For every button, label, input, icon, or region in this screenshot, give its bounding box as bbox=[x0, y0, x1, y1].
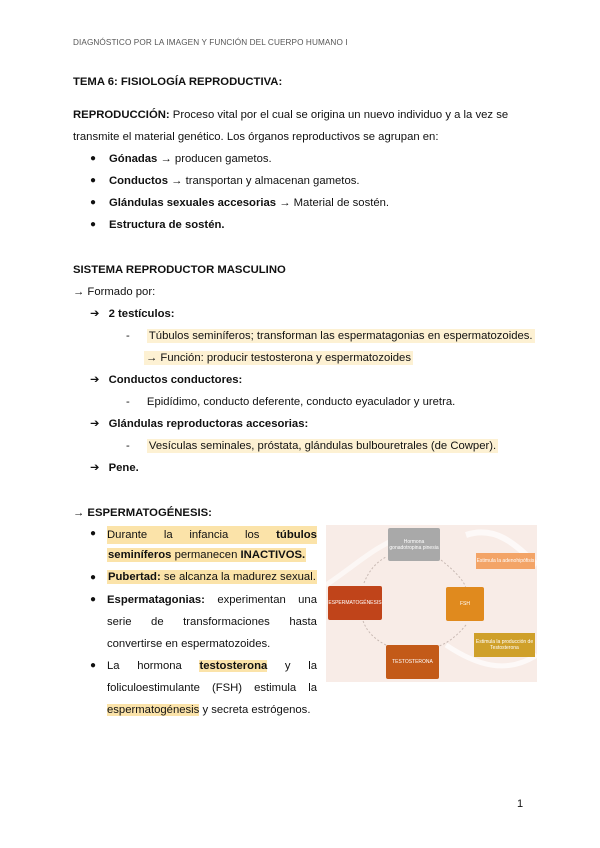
b2-label: Pubertad: bbox=[108, 571, 161, 583]
list-item bbox=[90, 196, 389, 210]
tubules-text: Túbulos seminíferos; transforman las espermatagonias en espermatozoides. bbox=[148, 330, 533, 342]
b3-word: Espermatagonias: bbox=[107, 594, 205, 606]
organ-group-desc: → transportan y almacenan gametos. bbox=[171, 175, 360, 187]
arrow-icon: ➔ bbox=[90, 418, 100, 430]
b1-word: infancia bbox=[189, 529, 229, 541]
b4-word: La bbox=[107, 660, 120, 672]
function-text: → Función: producir testosterona y espermatozoides bbox=[146, 352, 411, 364]
list-item bbox=[126, 329, 535, 343]
list-item bbox=[90, 417, 308, 431]
b4-word: y bbox=[284, 660, 291, 672]
testicles-label: 2 testículos: bbox=[108, 308, 175, 320]
b4-word: espermatogénesis bbox=[107, 704, 200, 716]
b1-word: la bbox=[163, 529, 173, 541]
intro-term: REPRODUCCIÓN: bbox=[73, 109, 170, 121]
function-line bbox=[144, 351, 413, 365]
b3-word: hasta bbox=[289, 616, 317, 628]
list-item bbox=[90, 152, 272, 166]
b3-word: de bbox=[151, 616, 164, 628]
bullet-icon: ● bbox=[90, 528, 97, 539]
b3-word: experimentan bbox=[217, 594, 286, 606]
list-item bbox=[90, 461, 139, 475]
b4-word: estimula bbox=[254, 682, 297, 694]
b1-word: permanecen bbox=[174, 549, 238, 561]
list-item bbox=[90, 307, 175, 321]
page-number: 1 bbox=[517, 798, 524, 810]
b2-text: se alcanza la madurez sexual. bbox=[163, 571, 316, 583]
section-heading-male: SISTEMA REPRODUCTOR MASCULINO bbox=[73, 264, 286, 276]
b4-word: la bbox=[308, 660, 317, 672]
b4-word: la bbox=[308, 682, 317, 694]
intro-paragraph bbox=[73, 104, 528, 126]
ducts-list: Epidídimo, conducto deferente, conducto eyaculador y uretra. bbox=[146, 396, 456, 408]
b1-word: túbulos bbox=[276, 529, 317, 541]
b3-word: serie bbox=[107, 616, 132, 628]
note-adenohypophysis: Estimula la adenohipófisis bbox=[476, 553, 535, 569]
intro-line1: Proceso vital por el cual se origina un nuevo individuo y a la vez se bbox=[172, 109, 509, 121]
b1-word: los bbox=[245, 529, 260, 541]
list-item bbox=[90, 373, 242, 387]
b1-word: seminíferos bbox=[108, 549, 172, 561]
organ-group-desc: → producen gametos. bbox=[160, 153, 272, 165]
note-testosterone: Estimula la producción de Testosterona bbox=[474, 633, 535, 657]
section-heading-spermatogenesis: → ESPERMATOGÉNESIS: bbox=[73, 507, 212, 519]
bullet-icon: ● bbox=[90, 572, 97, 583]
b4-word: testosterona bbox=[199, 660, 268, 672]
hormone-cycle-figure bbox=[326, 525, 537, 682]
glands-list: Vesículas seminales, próstata, glándulas bulbouretrales (de Cowper). bbox=[148, 440, 497, 452]
organ-group-label: Glándulas sexuales accesorias bbox=[109, 197, 277, 209]
list-item bbox=[90, 218, 225, 232]
penis-label: Pene. bbox=[108, 462, 139, 474]
b3-word: una bbox=[298, 594, 317, 606]
b4-word: y secreta estrógenos. bbox=[202, 704, 311, 716]
b3-word: transformaciones bbox=[183, 616, 270, 628]
b3-line3: convertirse en espermatozoides. bbox=[107, 638, 271, 650]
arrow-icon: ➔ bbox=[90, 308, 100, 320]
bullet-icon: ● bbox=[90, 660, 97, 671]
b4-word: foliculoestimulante bbox=[107, 682, 200, 694]
bullet-icon: ● bbox=[90, 594, 97, 605]
arrow-icon: ➔ bbox=[90, 462, 100, 474]
box-hormone: Hormona gonadotropina pinesia bbox=[388, 528, 440, 561]
list-item bbox=[90, 174, 360, 188]
ducts-label: Conductos conductores: bbox=[108, 374, 243, 386]
glands-label: Glándulas reproductoras accesorias: bbox=[108, 418, 309, 430]
box-testosterone: TESTOSTERONA bbox=[386, 645, 439, 679]
list-item bbox=[126, 439, 498, 453]
dash-icon: - bbox=[126, 330, 130, 342]
formed-by: → Formado por: bbox=[73, 286, 156, 298]
bullet-icon: ● bbox=[90, 153, 97, 164]
dash-icon: - bbox=[126, 396, 130, 408]
intro-line2: transmite el material genético. Los órganos reproductivos se agrupan en: bbox=[73, 131, 439, 143]
b4-word: (FSH) bbox=[211, 682, 243, 694]
bullet-icon: ● bbox=[90, 197, 97, 208]
box-spermatogenesis: ESPERMATOGÉNESIS bbox=[328, 586, 382, 620]
bullet-icon: ● bbox=[90, 219, 97, 230]
b1-word: Durante bbox=[107, 529, 148, 541]
bullet-icon: ● bbox=[90, 175, 97, 186]
list-item bbox=[126, 395, 455, 409]
organ-group-label: Conductos bbox=[109, 175, 168, 187]
arrow-icon: ➔ bbox=[90, 374, 100, 386]
organ-group-label: Estructura de sostén. bbox=[109, 219, 225, 231]
b4-word: hormona bbox=[137, 660, 182, 672]
organ-group-desc: → Material de sostén. bbox=[279, 197, 390, 209]
b1-word: INACTIVOS. bbox=[240, 549, 306, 561]
dash-icon: - bbox=[126, 440, 130, 452]
running-header: DIAGNÓSTICO POR LA IMAGEN Y FUNCIÓN DEL CUERPO HUMANO I bbox=[73, 38, 348, 47]
box-fsh: FSH bbox=[446, 587, 484, 621]
page-title: TEMA 6: FISIOLOGÍA REPRODUCTIVA: bbox=[73, 76, 283, 88]
organ-group-label: Gónadas bbox=[109, 153, 158, 165]
